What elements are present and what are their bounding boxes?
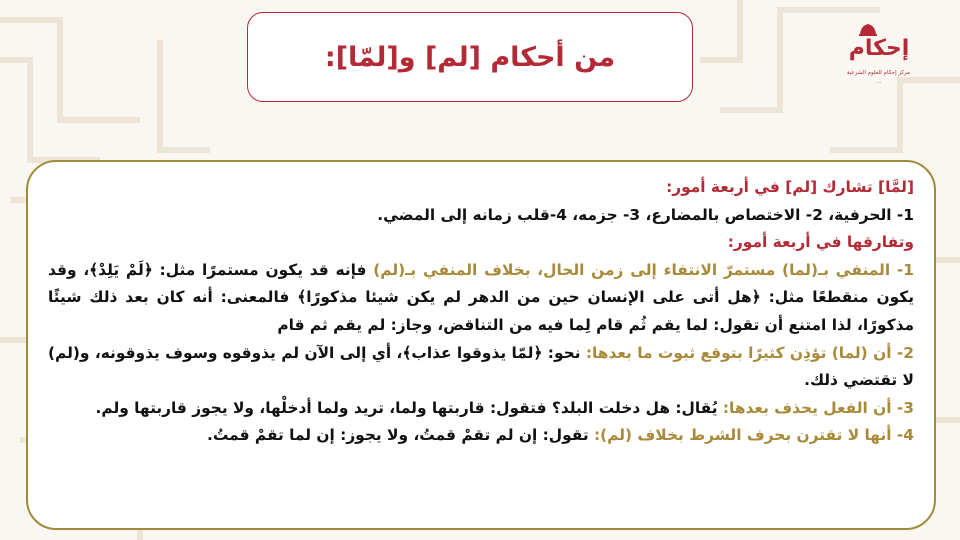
- brand-logo: [848, 26, 910, 96]
- point-1: [48, 257, 914, 340]
- point-1-label: 1- المنفي بـ(لما) مستمرّ الانتفاء إلى زمن الحال، بخلاف المنفي بـ(لم): [373, 260, 914, 279]
- point-4-label: 4- أنها لا تقترن بحرف الشرط بخلاف (لم):: [593, 426, 914, 445]
- heading-differences: وتفارقها في أربعة أمور:: [727, 233, 914, 252]
- point-3: [48, 395, 914, 423]
- point-3-label: 3- أن الفعل يحذف بعدها:: [722, 398, 914, 417]
- point-3-text: يُقال: هل دخلت البلد؟ فتقول: قاربتها ولما، تريد ولما أدخلْها، ولا يجوز قاربتها ولم.: [95, 398, 723, 417]
- heading-shared: [لمَّا] تشارك [لم] في أربعة أمور:: [666, 178, 914, 196]
- content-text: [48, 174, 914, 450]
- shared-points: 1- الحرفية، 2- الاختصاص بالمضارع، 3- جزمه، 4-قلب زمانه إلى المضي.: [377, 205, 914, 224]
- content-box: [26, 160, 936, 530]
- point-1-text: فإنه قد يكون مستمرًا مثل: ﴿لَمْ يَلِدْ﴾، وقد يكون منقطعًا مثل: ﴿هل أتى على الإنسان حين من الدهر لم يكن شيئا مذكورًا﴾ فالمعنى: أنه كان بعد ذلك شيئًا مذكورًا، لذا امتنع أن تقول: لما يقم ثُم قام لِما فيه من التناقض، وجاز: لم يقم ثم قام: [48, 260, 914, 334]
- point-4: [48, 422, 914, 450]
- title-box: [247, 12, 693, 102]
- point-2: [48, 340, 914, 395]
- logo-phone: ...: [876, 79, 882, 85]
- page-title: من أحكام [لم] و[لمّا]:: [324, 41, 616, 73]
- point-2-label: 2- أن (لما) تؤذِن كثيرًا بتوقع ثبوت ما بعدها:: [585, 343, 915, 362]
- logo-word: إحكام: [848, 36, 910, 61]
- point-2-text: نحو: ﴿لمّا يذوقوا عذاب﴾، أي إلى الآن لم يذوقوه وسوف يذوقونه، و(لم) لا تقتضي ذلك.: [48, 343, 914, 390]
- dome-icon: [848, 22, 910, 36]
- point-4-text: تقول: إن لم تقمْ قمتُ، ولا يجوز: إن لما تقمْ قمتُ.: [206, 426, 594, 445]
- logo-subtitle: مركز إحكام للعلوم الشرعية: [846, 70, 910, 76]
